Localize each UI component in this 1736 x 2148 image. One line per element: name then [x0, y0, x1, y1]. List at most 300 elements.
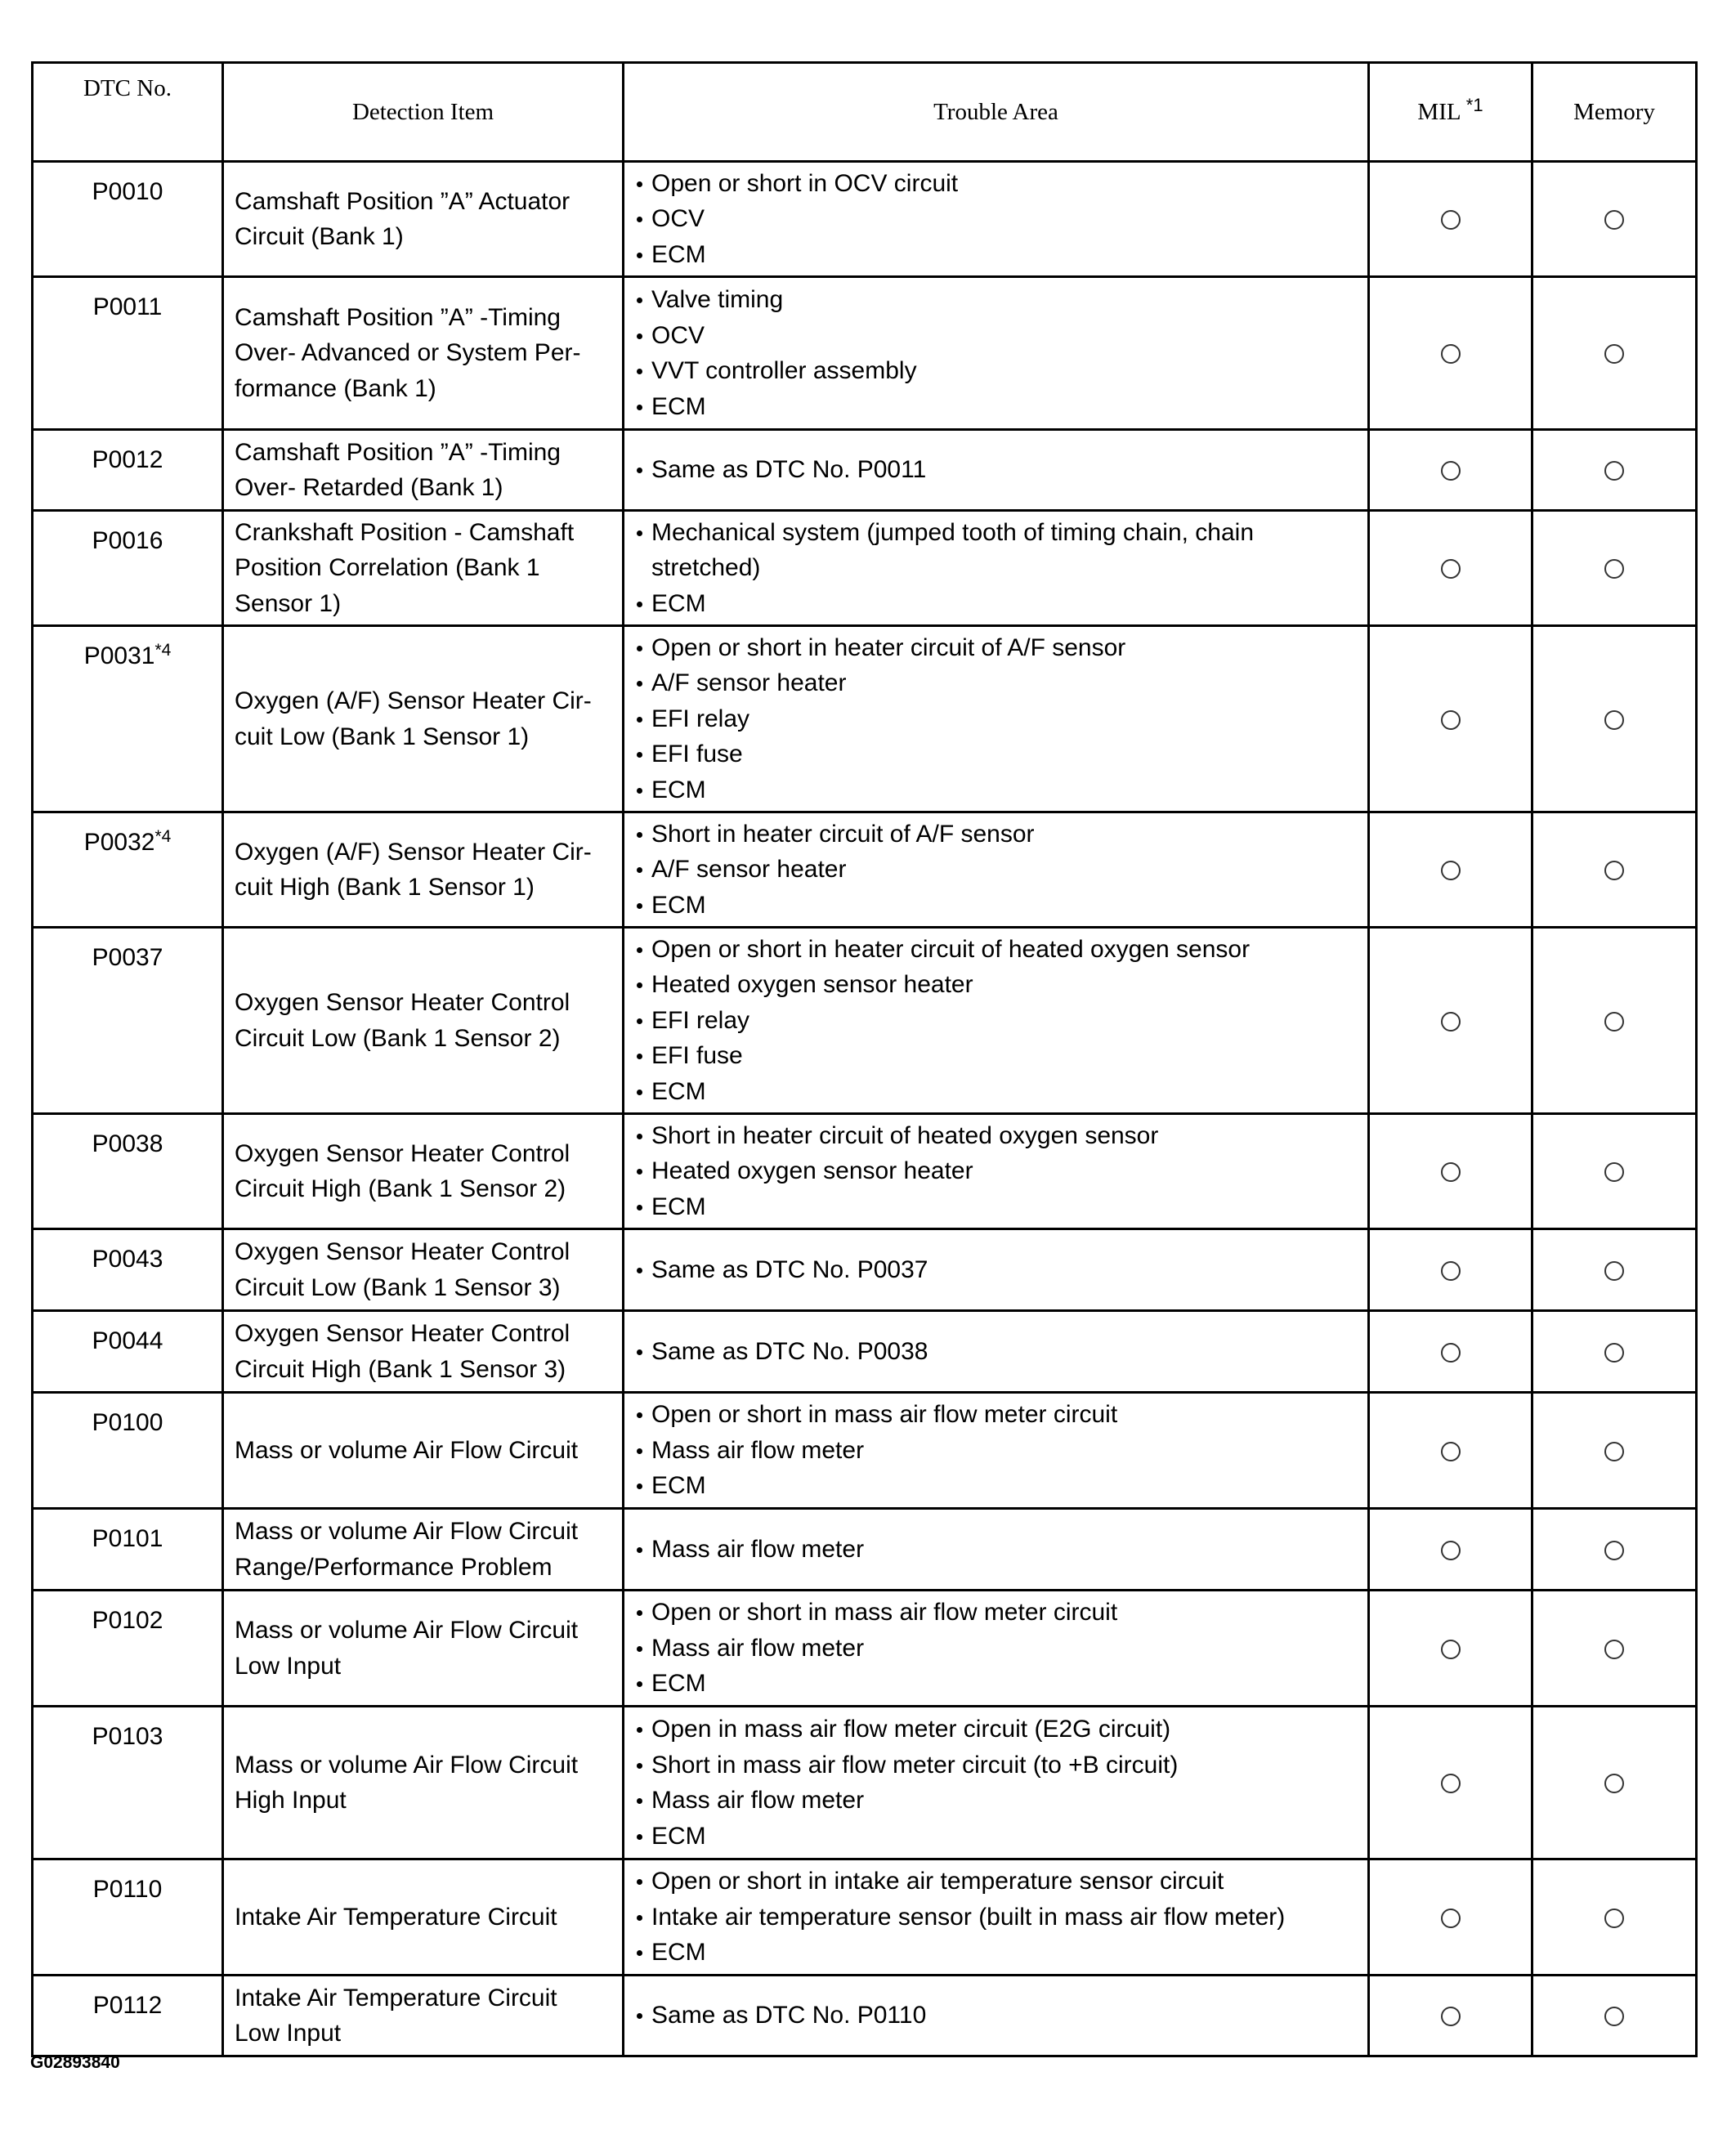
detection-item-cell: Mass or volume Air Flow Circuit High Input	[223, 1707, 624, 1859]
memory-cell	[1532, 1229, 1697, 1311]
bullet-icon	[637, 468, 642, 473]
bullet-icon	[637, 947, 642, 953]
trouble-area-item	[634, 888, 1361, 924]
detection-item-cell: Intake Air Temperature Circuit Low Input	[223, 1976, 624, 2056]
trouble-area-cell	[624, 430, 1369, 511]
trouble-area-cell	[624, 1976, 1369, 2056]
memory-cell	[1532, 1509, 1697, 1591]
trouble-area-item	[634, 515, 1361, 586]
mil-circle-icon	[1441, 710, 1461, 730]
dtc-cell	[33, 511, 223, 626]
dtc-cell	[33, 626, 223, 812]
trouble-area-item	[634, 817, 1361, 852]
trouble-area-item	[634, 1935, 1361, 1971]
mil-cell	[1369, 812, 1532, 928]
dtc-code: P0102	[92, 1607, 163, 1634]
trouble-area-cell	[624, 812, 1369, 928]
bullet-icon	[637, 1483, 642, 1489]
trouble-area-text: Short in heater circuit of heated oxygen sensor	[651, 1121, 1159, 1149]
detection-item-cell: Camshaft Position ”A” Actuator Circuit (Bank 1)	[223, 162, 624, 277]
bullet-icon	[637, 788, 642, 794]
trouble-area-text: ECM	[651, 776, 706, 803]
trouble-area-item	[634, 1712, 1361, 1747]
bullet-icon	[637, 867, 642, 873]
mil-circle-icon	[1441, 1541, 1461, 1560]
trouble-area-item	[634, 389, 1361, 425]
detection-item-cell: Intake Air Temperature Circuit	[223, 1859, 624, 1976]
dtc-code: P0112	[92, 1992, 163, 2019]
dtc-code: P0110	[92, 1876, 163, 1903]
bullet-icon	[637, 1412, 642, 1418]
trouble-area-item	[634, 1819, 1361, 1855]
header-mil: MIL $^{*1}$	[1369, 63, 1532, 162]
dtc-code: P0101	[92, 1525, 163, 1552]
dtc-cell	[33, 1311, 223, 1393]
trouble-area-item	[634, 353, 1361, 389]
trouble-area-item	[634, 282, 1361, 318]
table-row	[33, 430, 1697, 511]
mil-circle-icon	[1441, 1640, 1461, 1659]
trouble-area-cell	[624, 511, 1369, 626]
bullet-icon	[637, 369, 642, 374]
memory-cell	[1532, 162, 1697, 277]
trouble-area-item	[634, 630, 1361, 666]
trouble-area-text: Mass air flow meter	[651, 1436, 865, 1464]
trouble-area-item	[634, 452, 1361, 488]
mil-cell	[1369, 1311, 1532, 1393]
mil-circle-icon	[1441, 1261, 1461, 1281]
trouble-area-text: OCV	[651, 205, 705, 233]
bullet-icon	[637, 217, 642, 222]
bullet-icon	[637, 646, 642, 651]
trouble-area-item	[634, 1003, 1361, 1039]
trouble-area-cell	[624, 162, 1369, 277]
trouble-area-list	[634, 630, 1361, 808]
dtc-cell	[33, 1114, 223, 1229]
trouble-area-item	[634, 665, 1361, 701]
detection-item-cell: Oxygen (A/F) Sensor Heater Cir- cuit Low (Bank 1 Sensor 1)	[223, 626, 624, 812]
memory-cell	[1532, 277, 1697, 430]
memory-cell	[1532, 626, 1697, 812]
bullet-icon	[637, 1727, 642, 1733]
table-row	[33, 1393, 1697, 1509]
bullet-icon	[637, 1134, 642, 1139]
mil-cell	[1369, 1707, 1532, 1859]
bullet-icon	[637, 1349, 642, 1355]
bullet-icon	[637, 181, 642, 187]
dtc-cell	[33, 277, 223, 430]
dtc-cell	[33, 928, 223, 1114]
memory-circle-icon	[1604, 344, 1624, 364]
trouble-area-item	[634, 1864, 1361, 1900]
trouble-area-item	[634, 967, 1361, 1003]
detection-item-cell: Oxygen (A/F) Sensor Heater Cir- cuit High (Bank 1 Sensor 1)	[223, 812, 624, 928]
memory-circle-icon	[1604, 2007, 1624, 2026]
trouble-area-list	[634, 1252, 1361, 1288]
mil-circle-icon	[1441, 1442, 1461, 1461]
trouble-area-text: Open or short in mass air flow meter circuit	[651, 1401, 1118, 1429]
memory-circle-icon	[1604, 1012, 1624, 1031]
memory-circle-icon	[1604, 710, 1624, 730]
table-row	[33, 511, 1697, 626]
memory-circle-icon	[1604, 1909, 1624, 1928]
trouble-area-item	[634, 1334, 1361, 1370]
trouble-area-text: EFI relay	[651, 1006, 750, 1034]
dtc-cell	[33, 1859, 223, 1976]
dtc-code: P0032	[83, 829, 155, 856]
bullet-icon	[637, 982, 642, 988]
mil-circle-icon	[1441, 344, 1461, 364]
mil-cell	[1369, 277, 1532, 430]
mil-circle-icon	[1441, 1774, 1461, 1793]
bullet-icon	[637, 2013, 642, 2019]
trouble-area-item	[634, 201, 1361, 237]
trouble-area-item	[634, 1074, 1361, 1110]
trouble-area-cell	[624, 1591, 1369, 1707]
trouble-area-text: Same as DTC No. P0011	[651, 456, 927, 484]
dtc-table	[31, 61, 1698, 2057]
trouble-area-text: Short in heater circuit of A/F sensor	[651, 820, 1035, 848]
bullet-icon	[637, 1018, 642, 1024]
header-detection-item: Detection Item	[223, 63, 624, 162]
trouble-area-item	[634, 736, 1361, 772]
trouble-area-text: VVT controller assembly	[651, 357, 917, 384]
trouble-area-text: ECM	[651, 1077, 706, 1105]
trouble-area-item	[634, 318, 1361, 354]
detection-item-cell: Crankshaft Position - Camshaft Position Correlation (Bank 1 Sensor 1)	[223, 511, 624, 626]
trouble-area-text: OCV	[651, 321, 705, 349]
trouble-area-item	[634, 586, 1361, 622]
trouble-area-text: ECM	[651, 1193, 706, 1220]
header-memory: Memory	[1532, 63, 1697, 162]
trouble-area-text: ECM	[651, 1939, 706, 1967]
trouble-area-cell	[624, 928, 1369, 1114]
memory-cell	[1532, 812, 1697, 928]
trouble-area-item	[634, 1468, 1361, 1504]
trouble-area-cell	[624, 277, 1369, 430]
table-row	[33, 1707, 1697, 1859]
trouble-area-item	[634, 1189, 1361, 1225]
trouble-area-list	[634, 1712, 1361, 1854]
mil-cell	[1369, 1591, 1532, 1707]
table-row	[33, 1859, 1697, 1976]
bullet-icon	[637, 1646, 642, 1652]
table-row	[33, 1509, 1697, 1591]
trouble-area-cell	[624, 1114, 1369, 1229]
trouble-area-text: ECM	[651, 392, 706, 420]
table-row	[33, 812, 1697, 928]
trouble-area-text: A/F sensor heater	[651, 856, 847, 884]
bullet-icon	[637, 1763, 642, 1769]
trouble-area-item	[634, 1631, 1361, 1667]
trouble-area-text: Heated oxygen sensor heater	[651, 1157, 973, 1185]
bullet-icon	[637, 602, 642, 607]
bullet-icon	[637, 1054, 642, 1059]
bullet-icon	[637, 1798, 642, 1804]
bullet-icon	[637, 298, 642, 303]
memory-circle-icon	[1604, 1162, 1624, 1182]
trouble-area-item	[634, 1118, 1361, 1154]
trouble-area-text: ECM	[651, 1472, 706, 1500]
memory-circle-icon	[1604, 861, 1624, 880]
table-row	[33, 1114, 1697, 1229]
dtc-cell	[33, 1976, 223, 2056]
mil-cell	[1369, 626, 1532, 812]
trouble-area-list	[634, 166, 1361, 273]
trouble-area-text: Open or short in OCV circuit	[651, 169, 959, 197]
trouble-area-item	[634, 1397, 1361, 1433]
trouble-area-item	[634, 1900, 1361, 1935]
dtc-cell	[33, 1509, 223, 1591]
trouble-area-text: ECM	[651, 1670, 706, 1698]
dtc-cell	[33, 1707, 223, 1859]
trouble-area-item	[634, 1252, 1361, 1288]
mil-cell	[1369, 1509, 1532, 1591]
trouble-area-list	[634, 1397, 1361, 1504]
trouble-area-cell	[624, 626, 1369, 812]
mil-circle-icon	[1441, 1343, 1461, 1363]
memory-cell	[1532, 1976, 1697, 2056]
header-row	[33, 63, 1697, 162]
detection-item-cell: Oxygen Sensor Heater Control Circuit High (Bank 1 Sensor 3)	[223, 1311, 624, 1393]
detection-item-cell: Camshaft Position ”A” -Timing Over- Advanced or System Per- formance (Bank 1)	[223, 277, 624, 430]
trouble-area-cell	[624, 1393, 1369, 1509]
dtc-code: P0103	[92, 1723, 163, 1750]
table-row	[33, 1591, 1697, 1707]
dtc-code: P0012	[92, 446, 163, 473]
dtc-cell	[33, 1591, 223, 1707]
trouble-area-text: Heated oxygen sensor heater	[651, 971, 973, 999]
detection-item-cell: Oxygen Sensor Heater Control Circuit High (Bank 1 Sensor 2)	[223, 1114, 624, 1229]
trouble-area-cell	[624, 1707, 1369, 1859]
mil-circle-icon	[1441, 559, 1461, 579]
memory-cell	[1532, 1393, 1697, 1509]
bullet-icon	[637, 1950, 642, 1956]
bullet-icon	[637, 1834, 642, 1840]
trouble-area-text: Mechanical system (jumped tooth of timing chain, chain stretched)	[651, 518, 1255, 582]
memory-circle-icon	[1604, 461, 1624, 481]
dtc-code: P0037	[92, 944, 163, 971]
mil-circle-icon	[1441, 2007, 1461, 2026]
trouble-area-item	[634, 1747, 1361, 1783]
trouble-area-text: Open or short in intake air temperature sensor circuit	[651, 1868, 1224, 1895]
trouble-area-text: ECM	[651, 240, 706, 268]
trouble-area-list	[634, 932, 1361, 1110]
bullet-icon	[637, 717, 642, 723]
memory-circle-icon	[1604, 210, 1624, 230]
table-row	[33, 277, 1697, 430]
trouble-area-list	[634, 1532, 1361, 1568]
mil-cell	[1369, 928, 1532, 1114]
detection-item-cell: Mass or volume Air Flow Circuit Range/Performance Problem	[223, 1509, 624, 1591]
trouble-area-item	[634, 166, 1361, 202]
dtc-code: P0043	[92, 1246, 163, 1273]
table-row	[33, 162, 1697, 277]
mil-circle-icon	[1441, 1012, 1461, 1031]
memory-circle-icon	[1604, 1442, 1624, 1461]
trouble-area-item	[634, 852, 1361, 888]
trouble-area-list	[634, 452, 1361, 488]
trouble-area-text: Same as DTC No. P0038	[651, 1337, 928, 1365]
bullet-icon	[637, 1547, 642, 1553]
memory-circle-icon	[1604, 1640, 1624, 1659]
trouble-area-text: Open or short in heater circuit of heated oxygen sensor	[651, 935, 1251, 963]
trouble-area-list	[634, 1118, 1361, 1225]
trouble-area-item	[634, 1666, 1361, 1702]
mil-circle-icon	[1441, 210, 1461, 230]
mil-cell	[1369, 1393, 1532, 1509]
mil-circle-icon	[1441, 1162, 1461, 1182]
trouble-area-item	[634, 701, 1361, 737]
dtc-code: P0010	[92, 178, 163, 205]
trouble-area-text: Valve timing	[651, 286, 784, 313]
detection-item-cell: Mass or volume Air Flow Circuit	[223, 1393, 624, 1509]
trouble-area-item	[634, 1038, 1361, 1074]
dtc-cell	[33, 812, 223, 928]
trouble-area-list	[634, 1595, 1361, 1702]
memory-cell	[1532, 511, 1697, 626]
dtc-cell	[33, 430, 223, 511]
dtc-code: P0038	[92, 1130, 163, 1157]
trouble-area-list	[634, 515, 1361, 622]
trouble-area-text: ECM	[651, 1822, 706, 1850]
trouble-area-item	[634, 237, 1361, 273]
memory-cell	[1532, 430, 1697, 511]
trouble-area-text: EFI fuse	[651, 741, 743, 768]
bullet-icon	[637, 1915, 642, 1921]
memory-circle-icon	[1604, 1774, 1624, 1793]
bullet-icon	[637, 1448, 642, 1454]
trouble-area-text: Open in mass air flow meter circuit (E2G circuit)	[651, 1716, 1171, 1743]
memory-circle-icon	[1604, 559, 1624, 579]
mil-cell	[1369, 1976, 1532, 2056]
header-trouble-area: Trouble Area	[624, 63, 1369, 162]
trouble-area-text: Mass air flow meter	[651, 1634, 865, 1662]
dtc-code: P0011	[92, 293, 163, 320]
dtc-code: P0100	[92, 1409, 163, 1436]
figure-id: G02893840	[30, 2053, 120, 2072]
memory-cell	[1532, 1311, 1697, 1393]
trouble-area-text: EFI fuse	[651, 1042, 743, 1070]
mil-cell	[1369, 430, 1532, 511]
trouble-area-item	[634, 932, 1361, 968]
detection-item-cell: Camshaft Position ”A” -Timing Over- Retarded (Bank 1)	[223, 430, 624, 511]
trouble-area-text: ECM	[651, 891, 706, 919]
bullet-icon	[637, 333, 642, 339]
detection-item-cell: Oxygen Sensor Heater Control Circuit Low (Bank 1 Sensor 2)	[223, 928, 624, 1114]
mil-cell	[1369, 1114, 1532, 1229]
trouble-area-text: Same as DTC No. P0037	[651, 1255, 928, 1283]
trouble-area-text: Mass air flow meter	[651, 1535, 865, 1563]
bullet-icon	[637, 681, 642, 687]
trouble-area-text: A/F sensor heater	[651, 669, 847, 697]
trouble-area-item	[634, 1532, 1361, 1568]
dtc-cell	[33, 1393, 223, 1509]
trouble-area-item	[634, 1433, 1361, 1469]
trouble-area-item	[634, 1595, 1361, 1631]
bullet-icon	[637, 253, 642, 258]
mil-cell	[1369, 1229, 1532, 1311]
bullet-icon	[637, 832, 642, 838]
trouble-area-cell	[624, 1229, 1369, 1311]
table-body	[33, 162, 1697, 2056]
bullet-icon	[637, 530, 642, 536]
trouble-area-text: Same as DTC No. P0110	[651, 2002, 927, 2029]
mil-cell	[1369, 1859, 1532, 1976]
trouble-area-cell	[624, 1509, 1369, 1591]
mil-cell	[1369, 162, 1532, 277]
memory-cell	[1532, 1114, 1697, 1229]
trouble-area-text: EFI relay	[651, 705, 750, 732]
trouble-area-list	[634, 1998, 1361, 2034]
dtc-code: P0044	[92, 1327, 163, 1354]
bullet-icon	[637, 1610, 642, 1616]
dtc-footnote-marker: *4	[154, 827, 172, 846]
memory-cell	[1532, 1707, 1697, 1859]
table-row	[33, 1311, 1697, 1393]
mil-circle-icon	[1441, 861, 1461, 880]
trouble-area-cell	[624, 1311, 1369, 1393]
mil-cell	[1369, 511, 1532, 626]
memory-cell	[1532, 928, 1697, 1114]
memory-circle-icon	[1604, 1541, 1624, 1560]
bullet-icon	[637, 752, 642, 758]
bullet-icon	[637, 1879, 642, 1885]
mil-footnote-marker: *1	[1465, 94, 1483, 115]
table-row	[33, 626, 1697, 812]
trouble-area-list	[634, 282, 1361, 424]
trouble-area-text: Short in mass air flow meter circuit (to +B circuit)	[651, 1751, 1179, 1779]
mil-circle-icon	[1441, 461, 1461, 481]
memory-circle-icon	[1604, 1261, 1624, 1281]
bullet-icon	[637, 405, 642, 410]
trouble-area-text: Mass air flow meter	[651, 1787, 865, 1814]
trouble-area-item	[634, 772, 1361, 808]
trouble-area-item	[634, 1153, 1361, 1189]
trouble-area-list	[634, 1864, 1361, 1971]
trouble-area-text: ECM	[651, 589, 706, 617]
dtc-code: P0016	[92, 527, 163, 554]
bullet-icon	[637, 1090, 642, 1095]
bullet-icon	[637, 1205, 642, 1210]
table-row	[33, 928, 1697, 1114]
memory-cell	[1532, 1591, 1697, 1707]
dtc-code: P0031	[83, 642, 155, 669]
mil-circle-icon	[1441, 1909, 1461, 1928]
memory-circle-icon	[1604, 1343, 1624, 1363]
bullet-icon	[637, 1681, 642, 1687]
trouble-area-list	[634, 817, 1361, 924]
detection-item-cell: Oxygen Sensor Heater Control Circuit Low (Bank 1 Sensor 3)	[223, 1229, 624, 1311]
memory-cell	[1532, 1859, 1697, 1976]
bullet-icon	[637, 1268, 642, 1273]
trouble-area-item	[634, 1783, 1361, 1819]
trouble-area-cell	[624, 1859, 1369, 1976]
trouble-area-text: Open or short in heater circuit of A/F sensor	[651, 633, 1126, 661]
dtc-cell	[33, 162, 223, 277]
header-dtc-no: DTC No.	[33, 63, 223, 162]
bullet-icon	[637, 1169, 642, 1175]
trouble-area-text: Intake air temperature sensor (built in mass air flow meter)	[651, 1903, 1286, 1931]
dtc-footnote-marker: *4	[154, 641, 172, 660]
trouble-area-list	[634, 1334, 1361, 1370]
trouble-area-text: Open or short in mass air flow meter circuit	[651, 1599, 1118, 1627]
table-row	[33, 1229, 1697, 1311]
dtc-cell	[33, 1229, 223, 1311]
detection-item-cell: Mass or volume Air Flow Circuit Low Input	[223, 1591, 624, 1707]
table-row	[33, 1976, 1697, 2056]
trouble-area-item	[634, 1998, 1361, 2034]
